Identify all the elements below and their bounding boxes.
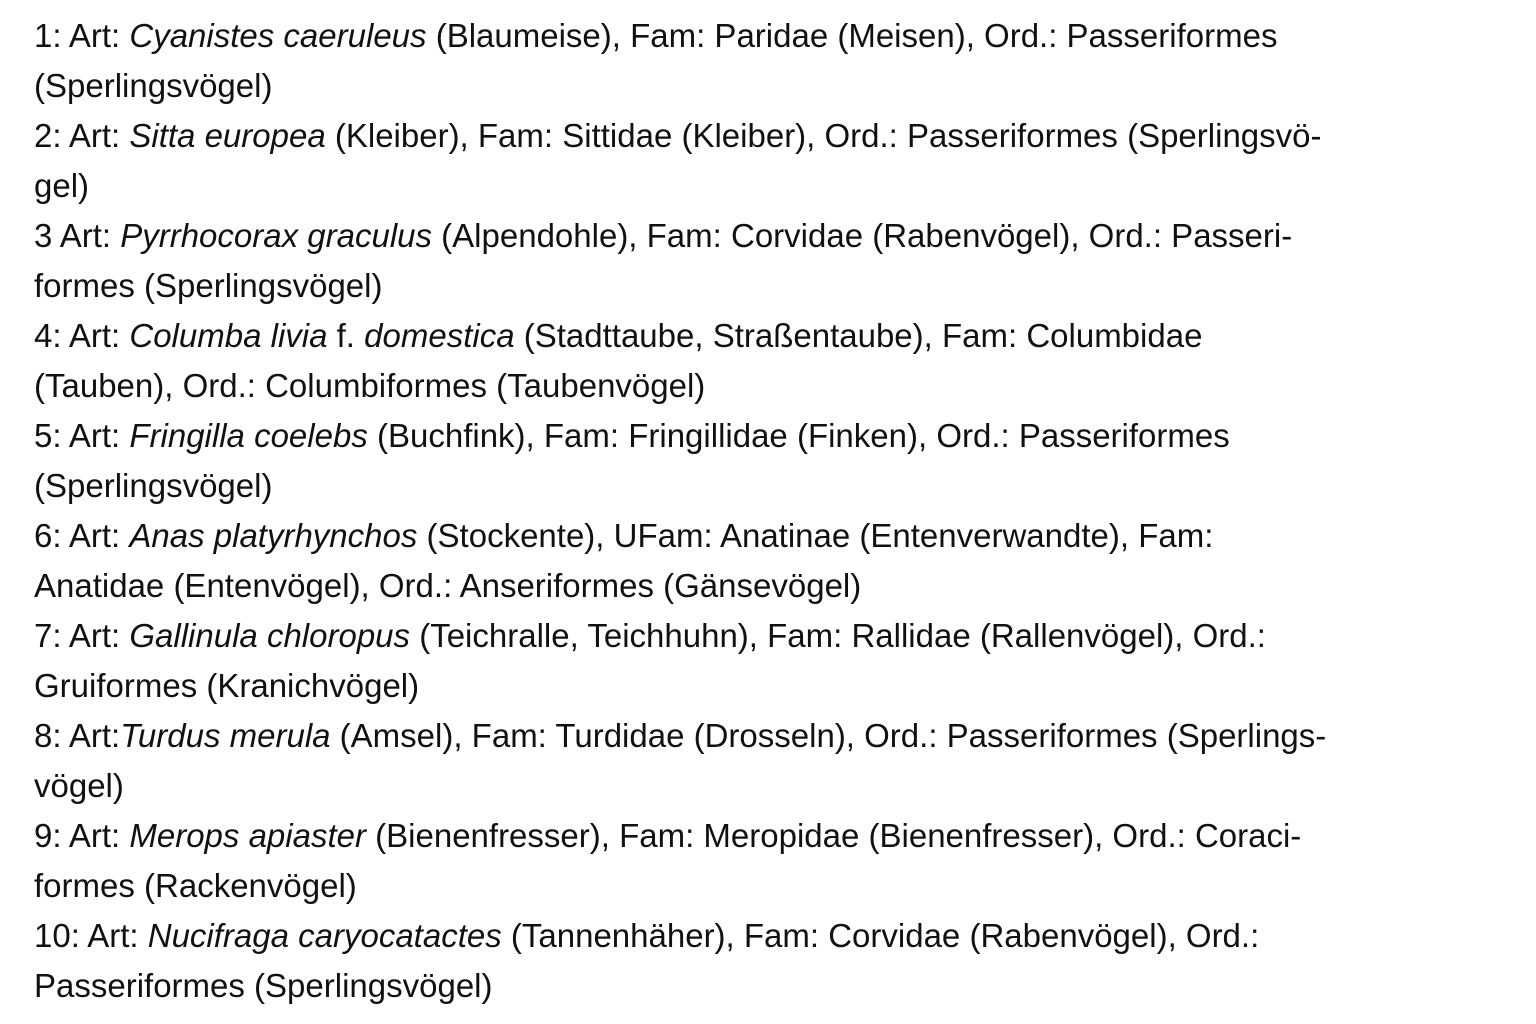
entry-line [34,211,1514,261]
scientific-name: Gallinula chloropus [129,617,411,654]
scientific-name: Sitta europea [129,117,326,154]
entry-text: 10: Art: [34,917,148,954]
entry-text: (Tauben), Ord.: Columbiformes (Taubenvögel) [34,367,706,404]
entry-line [34,711,1514,761]
scientific-name: Columba livia [129,317,328,354]
entry-text: Passeriformes (Sperlingsvögel) [34,967,493,1004]
scientific-name: domestica [364,317,515,354]
entry-text: (Teichralle, Teichhuhn), Fam: Rallidae (Rallenvögel), Ord.: [410,617,1266,654]
entry-line [34,61,1514,111]
entry-line [34,561,1514,611]
entry-line [34,861,1514,911]
species-list [34,11,1514,1011]
entry-text: 1: Art: [34,17,130,54]
species-entry-6 [34,511,1514,611]
entry-line [34,161,1514,211]
scientific-name: Nucifraga caryocatactes [147,917,502,954]
entry-line [34,311,1514,361]
entry-line [34,11,1514,61]
species-entry-7 [34,611,1514,711]
entry-line [34,411,1514,461]
entry-text: (Buchfink), Fam: Fringillidae (Finken), Ord.: Passeriformes [367,417,1230,454]
entry-text: (Tannenhäher), Fam: Corvidae (Rabenvögel), Ord.: [501,917,1260,954]
scientific-name: Turdus merula [120,717,331,754]
entry-text: f. [327,317,365,354]
entry-text: gel) [34,167,90,204]
scientific-name: Cyanistes caeruleus [129,17,427,54]
species-entry-8 [34,711,1514,811]
entry-text: 2: Art: [34,117,130,154]
entry-line [34,261,1514,311]
entry-text: 9: Art: [34,817,130,854]
entry-line [34,611,1514,661]
species-entry-2 [34,111,1514,211]
entry-text: formes (Rackenvögel) [34,867,357,904]
entry-text: 5: Art: [34,417,130,454]
entry-text: 7: Art: [34,617,130,654]
entry-line [34,961,1514,1011]
entry-line [34,811,1514,861]
species-entry-1 [34,11,1514,111]
entry-line [34,461,1514,511]
scientific-name: Fringilla coelebs [129,417,368,454]
entry-text: 4: Art: [34,317,130,354]
entry-text: (Amsel), Fam: Turdidae (Drosseln), Ord.: Passeriformes (Sperlings- [330,717,1327,754]
scientific-name: Anas platyrhynchos [129,517,418,554]
entry-text: vögel) [34,767,124,804]
entry-text: 6: Art: [34,517,130,554]
entry-text: (Kleiber), Fam: Sittidae (Kleiber), Ord.: Passeriformes (Sperlingsvö- [325,117,1322,154]
entry-text: (Alpendohle), Fam: Corvidae (Rabenvögel), Ord.: Passeri- [432,217,1293,254]
species-entry-4 [34,311,1514,411]
scientific-name: Merops apiaster [129,817,366,854]
entry-line [34,511,1514,561]
entry-text: Anatidae (Entenvögel), Ord.: Anseriformes (Gänsevögel) [34,567,862,604]
entry-text: (Bienenfresser), Fam: Meropidae (Bienenfresser), Ord.: Coraci- [365,817,1302,854]
entry-text: (Sperlingsvögel) [34,67,273,104]
entry-line [34,111,1514,161]
entry-line [34,361,1514,411]
species-entry-9 [34,811,1514,911]
entry-text: Gruiformes (Kranichvögel) [34,667,420,704]
entry-text: (Stadttaube, Straßentaube), Fam: Columbidae [514,317,1203,354]
entry-text: (Blaumeise), Fam: Paridae (Meisen), Ord.: Passeriformes [426,17,1278,54]
entry-text: (Sperlingsvögel) [34,467,273,504]
entry-text: formes (Sperlingsvögel) [34,267,383,304]
species-entry-10 [34,911,1514,1011]
entry-line [34,761,1514,811]
entry-text: 3 Art: [34,217,121,254]
species-entry-3 [34,211,1514,311]
entry-text: (Stockente), UFam: Anatinae (Entenverwandte), Fam: [417,517,1214,554]
species-entry-5 [34,411,1514,511]
scientific-name: Pyrrhocorax graculus [120,217,433,254]
entry-line [34,911,1514,961]
entry-line [34,661,1514,711]
entry-text: 8: Art: [34,717,121,754]
